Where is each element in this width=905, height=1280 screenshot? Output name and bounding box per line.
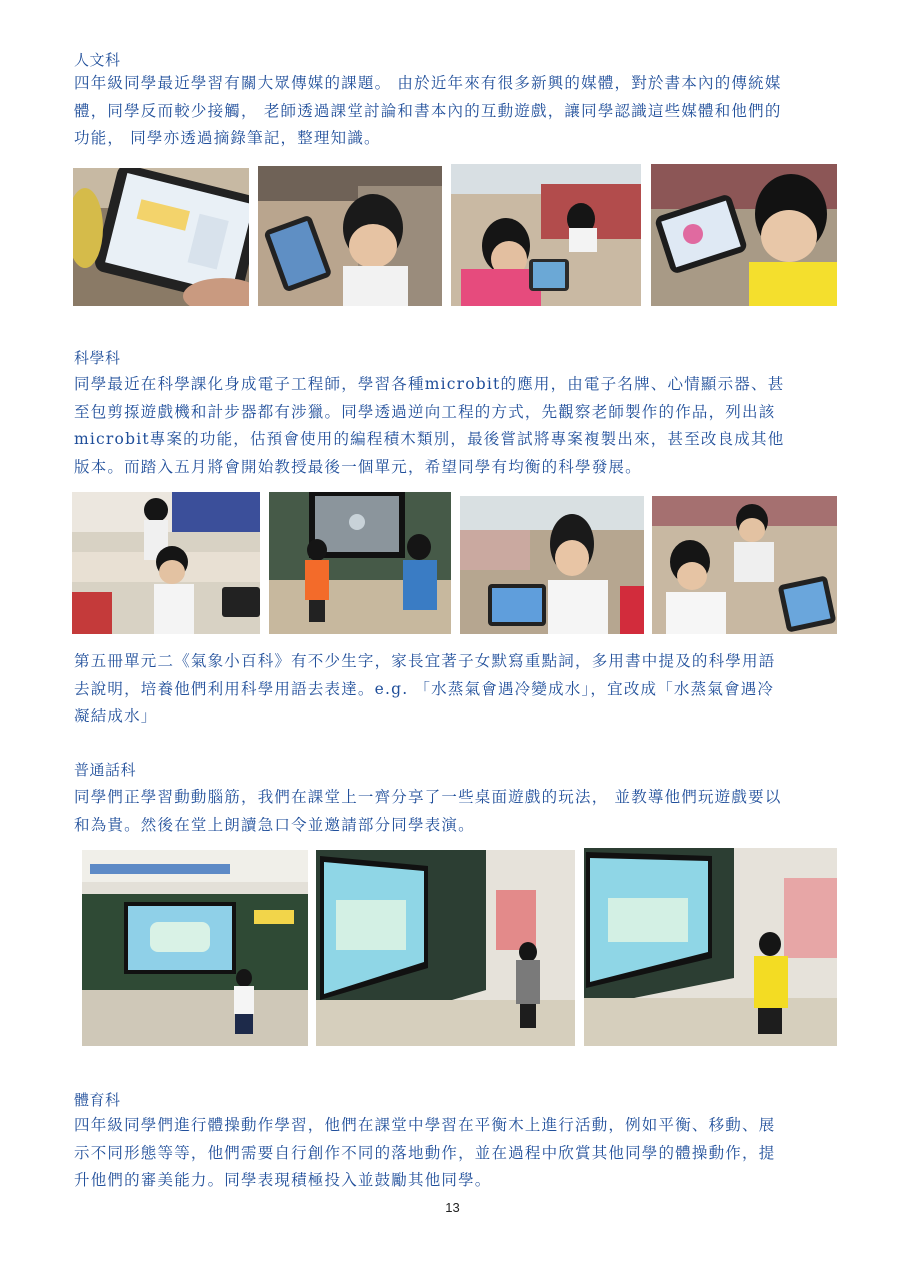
text-line: 第五冊單元二《氣象小百科》有不少生字，家長宜著子女默寫重點詞，多用書中提及的科學用語 <box>74 652 776 670</box>
text-line: microbit專案的功能，估預會使用的編程積木類別，最後嘗試將專案複製出來，甚至改良成其他 <box>74 430 785 448</box>
text-line: 同學最近在科學課化身成電子工程師，學習各種microbit的應用，由電子名牌、心情顯示器、甚 <box>74 375 785 393</box>
pe-paragraph <box>74 1112 838 1195</box>
page-number: 13 <box>445 1200 460 1215</box>
text-line: 升他們的審美能力。同學表現積極投入並鼓勵其他同學。 <box>74 1171 492 1189</box>
science-parent-note <box>74 648 838 731</box>
humanities-photo-4 <box>651 164 837 306</box>
section-heading-science: 科學科 <box>74 349 121 367</box>
humanities-photo-3 <box>451 164 641 306</box>
text-line: 四年級同學最近學習有關大眾傳媒的課題。 由於近年來有很多新興的媒體，對於書本內的傳統媒 <box>74 74 782 92</box>
text-line: 示不同形態等等，他們需要自行創作不同的落地動作，並在過程中欣賞其他同學的體操動作，提 <box>74 1143 776 1162</box>
putonghua-photo-3 <box>584 848 837 1046</box>
text-line: 和為貴。然後在堂上朗讀急口令並邀請部分同學表演。 <box>74 815 475 834</box>
text-line: 同學們正學習動動腦筋，我們在課堂上一齊分享了一些桌面遊戲的玩法， 並教導他們玩遊戲要以 <box>74 788 782 806</box>
humanities-photo-1 <box>73 168 249 306</box>
text-line: 去說明，培養他們利用科學用語去表達。e.g. 「水蒸氣會遇冷變成水」，宜改成「水蒸氣會遇冷 <box>74 679 775 698</box>
text-line: 四年級同學們進行體操動作學習，他們在課堂中學習在平衡木上進行活動，例如平衡、移動、展 <box>74 1116 776 1134</box>
section-heading-putonghua: 普通話科 <box>74 761 137 779</box>
text-line: 功能， 同學亦透過摘錄筆記，整理知識。 <box>74 129 381 147</box>
putonghua-photo-2 <box>316 850 575 1046</box>
text-line: 版本。而踏入五月將會開始教授最後一個單元，希望同學有均衡的科學發展。 <box>74 457 642 476</box>
science-photo-1 <box>72 492 260 634</box>
section-heading-pe: 體育科 <box>74 1091 121 1109</box>
science-paragraph <box>74 371 838 481</box>
humanities-photo-2 <box>258 166 442 306</box>
text-line: 凝結成水」 <box>74 707 158 725</box>
text-line: 至包剪揼遊戲機和計步器都有涉獵。同學透過逆向工程的方式，先觀察老師製作的作品，列出該 <box>74 402 776 421</box>
putonghua-photo-1 <box>82 850 308 1046</box>
text-line: 體，同學反而較少接觸， 老師透過課堂討論和書本內的互動遊戲，讓同學認識這些媒體和他們的 <box>74 101 782 120</box>
science-photo-2 <box>269 492 451 634</box>
science-photo-4 <box>652 496 837 634</box>
putonghua-paragraph <box>74 784 838 839</box>
section-heading-humanities: 人文科 <box>74 51 121 69</box>
science-photo-3 <box>460 496 644 634</box>
humanities-paragraph <box>74 70 838 153</box>
